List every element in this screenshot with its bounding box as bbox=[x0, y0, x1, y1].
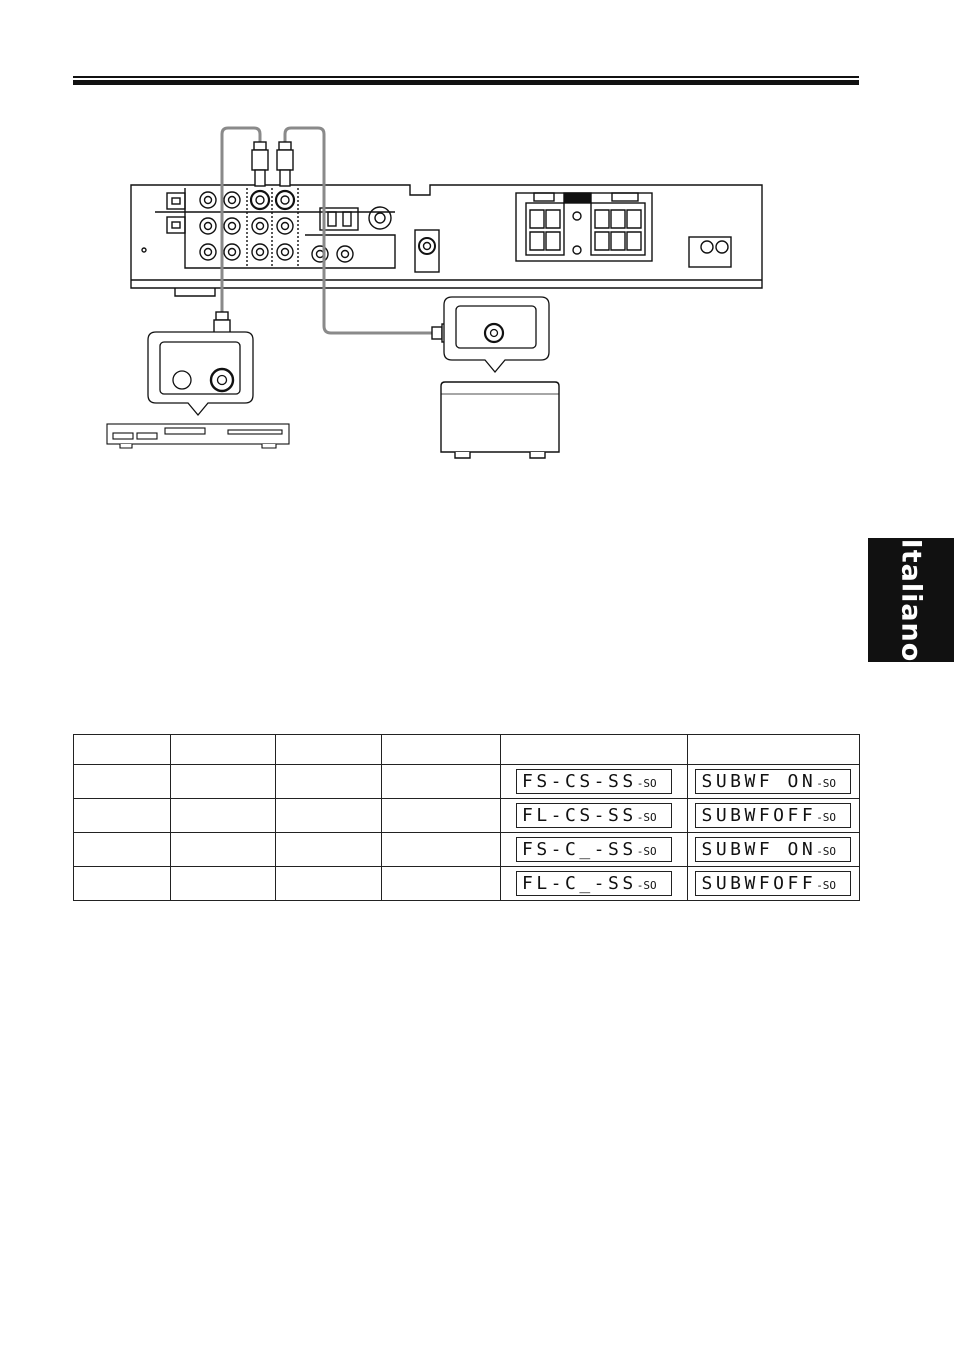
subwoofer-display-lcd: SUBWF ON-SO bbox=[695, 769, 851, 794]
receiver-foot bbox=[175, 288, 215, 296]
table-row bbox=[74, 833, 860, 867]
table-cell bbox=[687, 799, 859, 833]
connection-diagram bbox=[0, 100, 954, 480]
table-cell bbox=[501, 765, 688, 799]
table-row bbox=[74, 765, 860, 799]
table-cell bbox=[501, 867, 688, 901]
table-cell bbox=[382, 799, 501, 833]
speaker-display-lcd: FS-C_-SS-SO bbox=[516, 837, 672, 862]
table-cell bbox=[275, 799, 382, 833]
table-cell bbox=[74, 833, 171, 867]
table-cell bbox=[501, 833, 688, 867]
subwoofer-display-lcd: SUBWFOFF-SO bbox=[695, 871, 851, 896]
header-rule-thick bbox=[73, 80, 859, 85]
table-cell bbox=[275, 833, 382, 867]
subwoofer-callout bbox=[444, 297, 549, 372]
optical-input-1 bbox=[167, 193, 185, 209]
table-cell bbox=[74, 735, 171, 765]
table-cell bbox=[687, 833, 859, 867]
table-cell bbox=[170, 867, 275, 901]
table-cell bbox=[74, 867, 171, 901]
speaker-display-lcd: FL-CS-SS-SO bbox=[516, 803, 672, 828]
table-cell bbox=[501, 799, 688, 833]
table-header-row bbox=[74, 735, 860, 765]
table-cell bbox=[275, 735, 382, 765]
table-cell bbox=[501, 735, 688, 765]
table-cell bbox=[687, 867, 859, 901]
speaker-display-lcd: FL-C_-SS-SO bbox=[516, 871, 672, 896]
subwoofer-box bbox=[441, 382, 559, 458]
fm-antenna-jack bbox=[369, 207, 391, 229]
dvd-player bbox=[107, 424, 289, 448]
language-tab bbox=[868, 538, 954, 662]
receiver-rear-panel bbox=[131, 185, 762, 288]
table-cell bbox=[687, 735, 859, 765]
table-row bbox=[74, 867, 860, 901]
table-cell bbox=[382, 735, 501, 765]
subwoofer-display-lcd: SUBWFOFF-SO bbox=[695, 803, 851, 828]
subwoofer-display-lcd: SUBWF ON-SO bbox=[695, 837, 851, 862]
table-row bbox=[74, 799, 860, 833]
speaker-display-lcd: FS-CS-SS-SO bbox=[516, 769, 672, 794]
table-cell bbox=[382, 765, 501, 799]
table-cell bbox=[382, 867, 501, 901]
table-cell bbox=[687, 765, 859, 799]
table-cell bbox=[382, 833, 501, 867]
table-cell bbox=[275, 867, 382, 901]
language-tab-label: Italiano bbox=[895, 538, 927, 662]
header-rule-thin bbox=[73, 76, 859, 78]
table-cell bbox=[170, 799, 275, 833]
subwoofer-preout-block bbox=[415, 230, 439, 272]
table-cell bbox=[74, 765, 171, 799]
table-cell bbox=[170, 735, 275, 765]
optical-input-2 bbox=[167, 217, 185, 233]
table-cell bbox=[170, 765, 275, 799]
table-cell bbox=[170, 833, 275, 867]
speaker-display-table bbox=[73, 734, 860, 901]
dvd-callout bbox=[148, 332, 253, 415]
table-cell bbox=[275, 765, 382, 799]
table-cell bbox=[74, 799, 171, 833]
